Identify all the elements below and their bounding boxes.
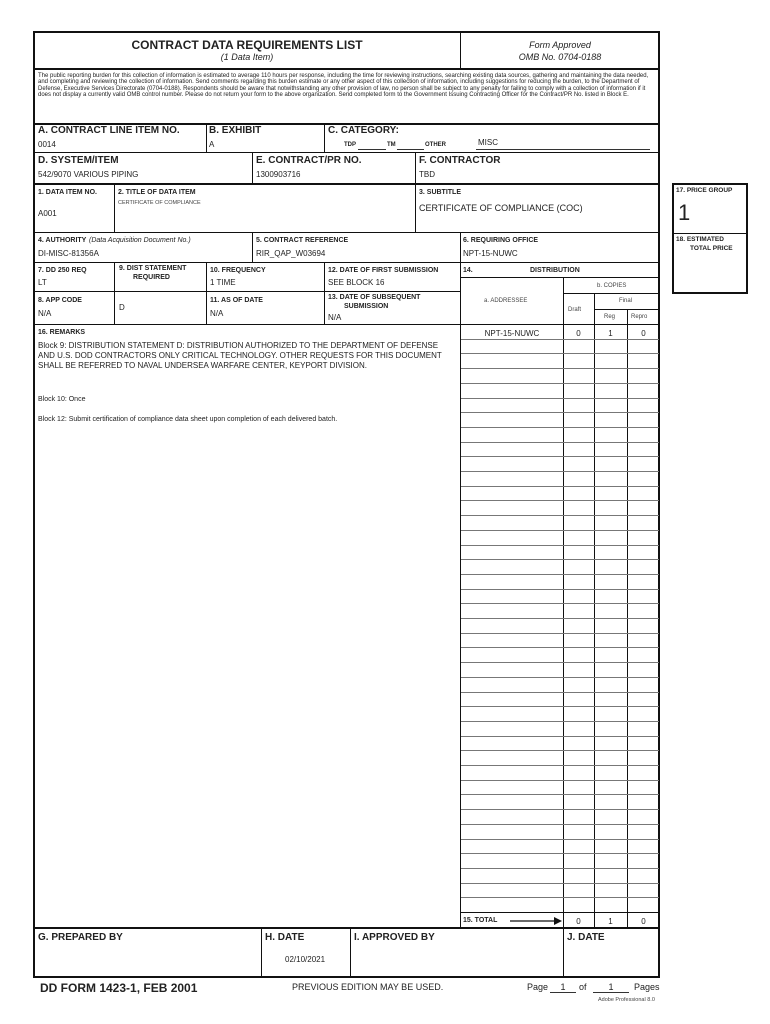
- total-draft: 0: [576, 917, 581, 926]
- distribution-row-line: [461, 368, 659, 369]
- item-4-value: DI-MISC-81356A: [38, 249, 99, 258]
- item-5-value: RIR_QAP_W03694: [256, 249, 326, 258]
- distribution-row-line: [461, 589, 659, 590]
- distribution-row-line: [461, 618, 659, 619]
- distribution-row-line: [461, 412, 659, 413]
- previous-edition: PREVIOUS EDITION MAY BE USED.: [292, 982, 444, 992]
- item-2-label: 2. TITLE OF DATA ITEM: [118, 189, 196, 196]
- distribution-row-line: [461, 633, 659, 634]
- distribution-row-line: [461, 456, 659, 457]
- distribution-row-line: [461, 883, 659, 884]
- block-b-label: B. EXHIBIT: [209, 125, 262, 136]
- item-5-label: 5. CONTRACT REFERENCE: [256, 237, 349, 244]
- distribution-reg: 1: [608, 329, 613, 338]
- item-3-value: CERTIFICATE OF COMPLIANCE (COC): [419, 203, 583, 213]
- distribution-row-line: [461, 824, 659, 825]
- distribution-row-line: [461, 692, 659, 693]
- pages-word: Pages: [634, 982, 660, 992]
- item-11-value: N/A: [210, 309, 224, 318]
- item-6-label: 6. REQUIRING OFFICE: [463, 237, 539, 244]
- item-4-note: (Data Acquisition Document No.): [89, 237, 191, 244]
- block-j-label: J. DATE: [567, 932, 605, 943]
- block-a-value: 0014: [38, 140, 56, 149]
- item-13-label-line2: SUBMISSION: [344, 303, 389, 310]
- remarks-paragraph-3: Block 12: Submit certification of compliance data sheet upon completion of each delivered batch.: [38, 416, 338, 423]
- final-header: Final: [619, 298, 633, 304]
- item-13-label-line1: 13. DATE OF SUBSEQUENT: [328, 294, 421, 301]
- block-a-label: A. CONTRACT LINE ITEM NO.: [38, 125, 180, 136]
- distribution-row-line: [461, 427, 659, 428]
- distribution-row-line: [461, 750, 659, 751]
- block-d-label: D. SYSTEM/ITEM: [38, 155, 119, 166]
- item-14-label: 14.: [463, 267, 473, 274]
- distribution-row-line: [461, 677, 659, 678]
- block-h-label: H. DATE: [265, 932, 305, 943]
- distribution-row-line: [461, 574, 659, 575]
- item-9-value: D: [119, 303, 125, 312]
- item-8-label: 8. APP CODE: [38, 297, 82, 304]
- distribution-row-line: [461, 662, 659, 663]
- distribution-row-line: [461, 353, 659, 354]
- distribution-row-line: [461, 868, 659, 869]
- block-h-value: 02/10/2021: [285, 955, 326, 964]
- distribution-row-line: [461, 765, 659, 766]
- item-10-value: 1 TIME: [210, 278, 236, 287]
- item-18-label: 18. ESTIMATED: [676, 236, 724, 243]
- distribution-row-line: [461, 721, 659, 722]
- category-value: MISC: [478, 138, 498, 147]
- item-17-label: 17. PRICE GROUP: [676, 187, 733, 194]
- form-subtitle: (1 Data Item): [220, 52, 274, 62]
- distribution-row-line: [461, 442, 659, 443]
- distribution-row-line: [461, 839, 659, 840]
- distribution-row-line: [461, 794, 659, 795]
- distribution-repro: 0: [641, 329, 646, 338]
- block-f-value: TBD: [419, 170, 435, 179]
- item-1-value: A001: [38, 209, 57, 218]
- block-b-value: A: [209, 140, 215, 149]
- repro-header: Repro: [631, 314, 648, 320]
- distribution-row-line: [461, 853, 659, 854]
- item-11-label: 11. AS OF DATE: [210, 297, 263, 304]
- form-title: CONTRACT DATA REQUIREMENTS LIST: [131, 38, 363, 52]
- remarks-paragraph-2: Block 10: Once: [38, 396, 86, 403]
- block-d-value: 542/9070 VARIOUS PIPING: [38, 170, 139, 179]
- item-3-label: 3. SUBTITLE: [419, 189, 462, 196]
- item-8-value: N/A: [38, 309, 52, 318]
- remarks-paragraph-1: Block 9: DISTRIBUTION STATEMENT D: DISTRIBUTION AUTHORIZED TO THE DEPARTMENT OF DEFENSE AND U.S. DOD CONTRACTORS ONLY CRITICAL TECHNOLOGY. OTHER REQUESTS FOR THIS DOCUMENT SHALL BE REFERRED TO NAVAL UNDERSEA WARFARE CENTER, KEYPORT DIVISION.: [38, 341, 442, 370]
- item-9-label-line2: REQUIRED: [133, 274, 170, 281]
- item-18-label-2: TOTAL PRICE: [690, 245, 733, 252]
- distribution-row-line: [461, 471, 659, 472]
- block-g-label: G. PREPARED BY: [38, 932, 123, 943]
- block-i-label: I. APPROVED BY: [354, 932, 435, 943]
- item-1-label: 1. DATA ITEM NO.: [38, 189, 97, 196]
- category-tdp: TDP: [344, 142, 356, 148]
- block-f-label: F. CONTRACTOR: [419, 155, 501, 166]
- item-17-value: 1: [678, 200, 691, 225]
- distribution-row-line: [461, 780, 659, 781]
- total-arrow-icon: [510, 917, 562, 925]
- distribution-row-line: [461, 500, 659, 501]
- distribution-row-line: [461, 559, 659, 560]
- page-total: 1: [593, 982, 629, 993]
- category-tm: TM: [387, 142, 396, 148]
- item-7-value: LT: [38, 278, 47, 287]
- form-number: DD FORM 1423-1, FEB 2001: [40, 981, 198, 995]
- block-e-label: E. CONTRACT/PR NO.: [256, 155, 362, 166]
- total-label: 15. TOTAL: [463, 917, 498, 924]
- distribution-draft: 0: [576, 329, 581, 338]
- distribution-row-line: [461, 897, 659, 898]
- distribution-addressee: NPT-15-NUWC: [484, 329, 540, 338]
- of-word: of: [579, 982, 587, 992]
- form-approved: Form Approved: [529, 40, 591, 50]
- total-reg: 1: [608, 917, 613, 926]
- item-4-label: 4. AUTHORITY: [38, 237, 87, 244]
- distribution-row-line: [461, 486, 659, 487]
- block-c-label: C. CATEGORY:: [328, 125, 399, 136]
- distribution-row-line: [461, 530, 659, 531]
- item-13-value: N/A: [328, 313, 342, 322]
- distribution-row-line: [461, 603, 659, 604]
- item-2-value: CERTIFICATE OF COMPLIANCE: [118, 200, 201, 206]
- item-7-label: 7. DD 250 REQ: [38, 267, 87, 274]
- distribution-row-line: [461, 339, 659, 340]
- category-other: OTHER: [425, 142, 446, 148]
- reg-header: Reg: [604, 314, 616, 320]
- item-12-value: SEE BLOCK 16: [328, 278, 385, 287]
- remarks-label: 16. REMARKS: [38, 329, 86, 336]
- item-9-label-line1: 9. DIST STATEMENT: [119, 265, 187, 272]
- page-number: 1: [550, 982, 576, 993]
- draft-header: Draft: [568, 307, 582, 313]
- item-6-value: NPT-15-NUWC: [463, 249, 518, 258]
- distribution-row-line: [461, 809, 659, 810]
- omb-number: OMB No. 0704-0188: [518, 52, 602, 62]
- item-12-label: 12. DATE OF FIRST SUBMISSION: [328, 267, 439, 274]
- item-10-label: 10. FREQUENCY: [210, 267, 266, 274]
- distribution-row-line: [461, 398, 659, 399]
- page-word: Page: [527, 982, 549, 992]
- total-repro: 0: [641, 917, 646, 926]
- distribution-row-line: [461, 383, 659, 384]
- copies-header: b. COPIES: [597, 283, 627, 289]
- block-e-value: 1300903716: [256, 170, 301, 179]
- distribution-row-line: [461, 515, 659, 516]
- addressee-header: a. ADDRESSEE: [484, 298, 528, 304]
- distribution-row-line: [461, 706, 659, 707]
- software-credit: Adobe Professional 8.0: [598, 997, 655, 1003]
- distribution-row-line: [461, 545, 659, 546]
- burden-notice: The public reporting burden for this collection of information is estimated to average 110 hours per response, including the time for reviewing instructions, searching existing data sources, gathering and maintaining the data needed, and completing and reviewing the collection of information. Send comments regarding this burden estimate or any other aspect of this collection of information, including suggestions for reducing the burden, to the Department of Defense, Executive Services Directorate (0704-0188). Respondents should be aware that notwithstanding any other provision of law, no person shall be subject to any penalty for failing to comply with a collection of information if it does not display a currently valid OMB control number. Please do not return your form to the above organization. Send completed form to the Government Issuing Contracting Officer for the Contract/PR No. listed in Block E.: [38, 73, 649, 99]
- distribution-row-line: [461, 647, 659, 648]
- distribution-title: DISTRIBUTION: [530, 267, 580, 274]
- distribution-row-line: [461, 736, 659, 737]
